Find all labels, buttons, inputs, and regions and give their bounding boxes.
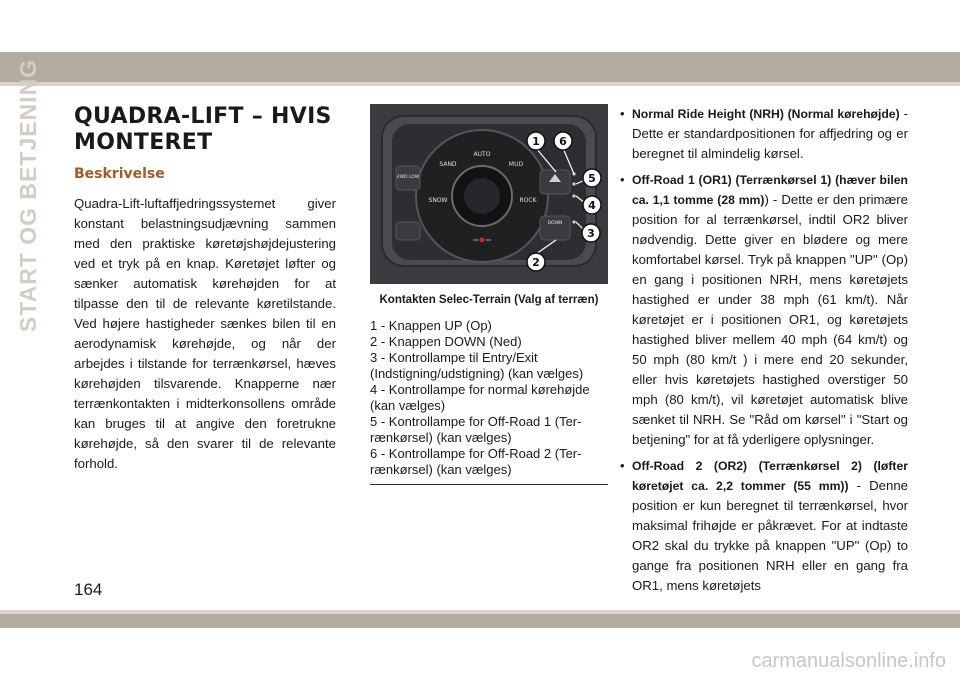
chapter-side-tab <box>14 58 44 332</box>
svg-text:3: 3 <box>587 227 595 240</box>
knob-label-mud: MUD <box>508 161 524 168</box>
callout-1 <box>527 132 545 150</box>
page-title-line-1: QUADRA-LIFT – HVIS <box>74 104 332 129</box>
bullet-item-nrh <box>620 104 908 164</box>
page-title-line-2: MONTERET <box>74 130 213 155</box>
bullet-text: - Dette er standardpositionen for affjedring og er beregnet til almindelig kørsel. <box>632 106 908 161</box>
legend-item: 2 - Knappen DOWN (Ned) <box>370 334 522 349</box>
down-button <box>540 216 570 240</box>
bullet-lead: Off-Road 1 (OR1) (Terrænkørsel 1) (hæver bilen ca. 1,1 tomme (28 mm) <box>632 173 908 207</box>
header-band-edge <box>0 82 960 86</box>
selec-terrain-illustration <box>370 104 608 284</box>
page-number: 164 <box>74 580 103 599</box>
svg-text:1: 1 <box>532 135 540 148</box>
svg-text:6: 6 <box>559 135 567 148</box>
knob-label-snow: SNOW <box>428 197 448 204</box>
svg-text:5: 5 <box>588 172 596 185</box>
top-margin <box>0 0 960 52</box>
footer-band <box>0 614 960 628</box>
bullet-item-or1 <box>620 170 908 450</box>
indicator-nrh-icon <box>572 194 575 197</box>
figure-caption: Kontakten Selec-Terrain (Valg af terræn) <box>379 294 599 306</box>
middle-column <box>370 104 608 485</box>
legend-item: 4 - Kontrollampe for normal kørehøjde (kan vælges) <box>370 382 590 413</box>
callout-5 <box>583 169 601 187</box>
svg-text:4: 4 <box>588 199 596 212</box>
knob-label-auto: AUTO <box>473 151 491 158</box>
legend-item: 6 - Kontrollampe for Off-Road 2 (Terrænkørsel) (kan vælges) <box>370 446 582 477</box>
selec-terrain-figure <box>370 104 608 284</box>
page-title <box>74 104 336 156</box>
hill-descent-button <box>396 222 420 240</box>
bullet-text: - Denne position er kun beregnet til terrænkørsel, hvor maksimal frihøjde er påkrævet. For at indtaste OR2 skal du trykke på knappen "UP" (Op) to gange fra positionen NRH eller en gang fra OR1, mens køretøjets <box>632 478 908 593</box>
legend-item: 5 - Kontrollampe for Off-Road 1 (Terrænkørsel) (kan vælges) <box>370 414 582 445</box>
mode-led-icon <box>480 238 485 243</box>
legend-item: 1 - Knappen UP (Op) <box>370 318 492 333</box>
bullet-dot-icon: • <box>620 106 625 121</box>
legend-item: 3 - Kontrollampe til Entry/Exit (Indstigning/udstigning) (kan vælges) <box>370 350 584 381</box>
callout-6 <box>554 132 572 150</box>
bullet-dot-icon: • <box>620 172 625 187</box>
bullet-lead: Off-Road 2 (OR2) (Terrænkørsel 2) (løfter køretøjet ca. 2,2 tommer (55 mm)) <box>632 459 908 493</box>
bullet-lead: Normal Ride Height (NRH) (Normal kørehøjde) <box>632 107 900 121</box>
section-title: Beskrivelse <box>74 166 165 182</box>
left-column <box>74 104 336 474</box>
bullet-item-or2 <box>620 456 908 596</box>
figure-legend <box>370 318 608 485</box>
right-column <box>620 104 908 602</box>
bullet-dot-icon: • <box>620 458 625 473</box>
callout-2 <box>527 253 545 271</box>
indicator-or1-icon <box>572 182 575 185</box>
indicator-entry-exit-icon <box>572 220 575 223</box>
knob-label-down: DOWN <box>547 221 563 226</box>
svg-text:2: 2 <box>532 256 540 269</box>
callout-3 <box>582 224 600 242</box>
knob-label-sand: SAND <box>439 161 457 168</box>
intro-paragraph: Quadra-Lift-luftaffjedringssystemet giver konstant belastningsudjævning sammen med den praktiske køretøjshøjdejustering ved et tryk på en knap. Køretøjet løfter og sænker automatisk kørehøjden for at tilpasse den til de relevante køretilstande. Ved højere hastigheder sænkes bilen til en aerodynamisk kørehøjde, og når der arbejdes i tilstande for terrænkørsel, hæves kørehøjden tilsvarende. Knapperne nær terrænkontakten i midterkonsollens område kan bruges til at angive den foretrukne kørehøjde, så den svarer til de relevante forhold. <box>74 196 336 471</box>
knob-label-4wd-low: 4WD LOW <box>396 175 420 180</box>
watermark-link[interactable]: carmanualsonline.info <box>751 650 946 672</box>
knob-label-rock: ROCK <box>519 197 537 204</box>
callout-4 <box>583 196 601 214</box>
chapter-side-tab-label: START OG BETJENING <box>15 58 42 332</box>
bullet-text: ) - Dette er den primære position for al terrænkørsel, indtil OR2 bliver nødvendig. Dette giver en blødere og mere komfortabel kørsel. Tryk på knappen "UP" (Op) en gang i positionen NRH, mens køretøjets hastighed er under 38 mph (61 km/t). Når køretøjet er i positionen OR1, og køretøjets hastighed bliver mellem 40 mph (64 km/t) og 50 mph (80 km/t ) i mere end 20 sekunder, eller hvis køretøjets hastighed overstiger 50 mph (80 km/t), vil køretøjet automatisk blive sænket til NRH. Se "Råd om kørsel" i "Start og betjening" for at få yderligere oplysninger. <box>632 192 908 447</box>
header-band <box>0 52 960 82</box>
